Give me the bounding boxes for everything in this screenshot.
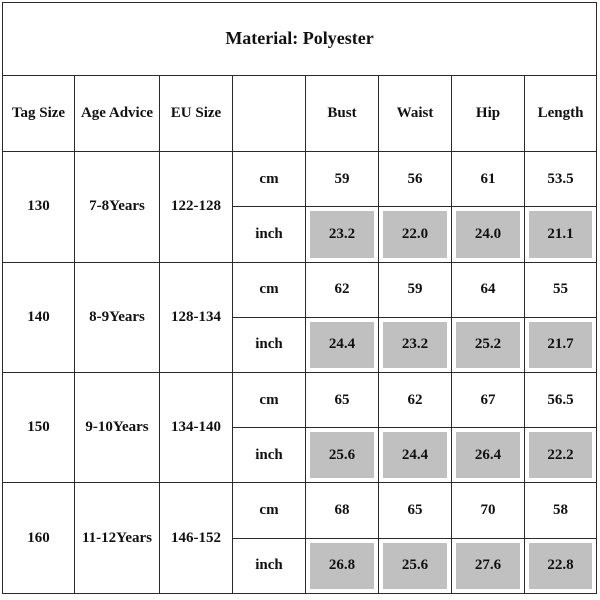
waist-inch-cell: 23.2	[379, 317, 452, 372]
bust-inch-cell: 23.2	[306, 207, 379, 262]
length-inch-cell: 22.2	[525, 428, 597, 483]
header-eu-size: EU Size	[160, 75, 233, 152]
hip-cm-cell: 61	[452, 152, 525, 207]
hip-cm-cell: 64	[452, 262, 525, 317]
bust-cm-cell: 59	[306, 152, 379, 207]
eu-size-cell: 128-134	[160, 262, 233, 372]
tag-size-cell: 130	[3, 152, 75, 262]
hip-inch-cell: 25.2	[452, 317, 525, 372]
bust-inch-cell: 26.8	[306, 538, 379, 593]
header-bust: Bust	[306, 75, 379, 152]
table-row	[3, 483, 597, 538]
bust-cm-cell: 62	[306, 262, 379, 317]
size-chart-body	[3, 3, 597, 594]
length-inch-cell: 21.7	[525, 317, 597, 372]
title-row	[3, 3, 597, 76]
unit-inch-cell: inch	[233, 317, 306, 372]
eu-size-cell: 122-128	[160, 152, 233, 262]
length-inch-cell: 21.1	[525, 207, 597, 262]
waist-cm-cell: 59	[379, 262, 452, 317]
unit-cm-cell: cm	[233, 373, 306, 428]
length-cm-cell: 56.5	[525, 373, 597, 428]
table-title: Material: Polyester	[3, 3, 597, 76]
unit-inch-cell: inch	[233, 207, 306, 262]
length-cm-cell: 53.5	[525, 152, 597, 207]
age-advice-cell: 8-9Years	[75, 262, 160, 372]
tag-size-cell: 150	[3, 373, 75, 483]
table-row	[3, 373, 597, 428]
waist-cm-cell: 65	[379, 483, 452, 538]
age-advice-cell: 11-12Years	[75, 483, 160, 594]
hip-cm-cell: 67	[452, 373, 525, 428]
hip-inch-cell: 24.0	[452, 207, 525, 262]
tag-size-cell: 160	[3, 483, 75, 594]
length-cm-cell: 58	[525, 483, 597, 538]
unit-cm-cell: cm	[233, 262, 306, 317]
bust-inch-cell: 24.4	[306, 317, 379, 372]
header-waist: Waist	[379, 75, 452, 152]
header-length: Length	[525, 75, 597, 152]
waist-cm-cell: 62	[379, 373, 452, 428]
unit-inch-cell: inch	[233, 428, 306, 483]
header-age-advice: Age Advice	[75, 75, 160, 152]
header-hip: Hip	[452, 75, 525, 152]
hip-inch-cell: 27.6	[452, 538, 525, 593]
length-inch-cell: 22.8	[525, 538, 597, 593]
tag-size-cell: 140	[3, 262, 75, 372]
length-cm-cell: 55	[525, 262, 597, 317]
age-advice-cell: 7-8Years	[75, 152, 160, 262]
waist-inch-cell: 22.0	[379, 207, 452, 262]
size-chart-table	[2, 2, 597, 594]
unit-cm-cell: cm	[233, 152, 306, 207]
age-advice-cell: 9-10Years	[75, 373, 160, 483]
header-unit	[233, 75, 306, 152]
eu-size-cell: 146-152	[160, 483, 233, 594]
waist-cm-cell: 56	[379, 152, 452, 207]
header-tag-size: Tag Size	[3, 75, 75, 152]
table-row	[3, 262, 597, 317]
waist-inch-cell: 24.4	[379, 428, 452, 483]
hip-inch-cell: 26.4	[452, 428, 525, 483]
unit-cm-cell: cm	[233, 483, 306, 538]
unit-inch-cell: inch	[233, 538, 306, 593]
bust-inch-cell: 25.6	[306, 428, 379, 483]
bust-cm-cell: 68	[306, 483, 379, 538]
table-row	[3, 152, 597, 207]
bust-cm-cell: 65	[306, 373, 379, 428]
eu-size-cell: 134-140	[160, 373, 233, 483]
hip-cm-cell: 70	[452, 483, 525, 538]
waist-inch-cell: 25.6	[379, 538, 452, 593]
header-row	[3, 75, 597, 152]
